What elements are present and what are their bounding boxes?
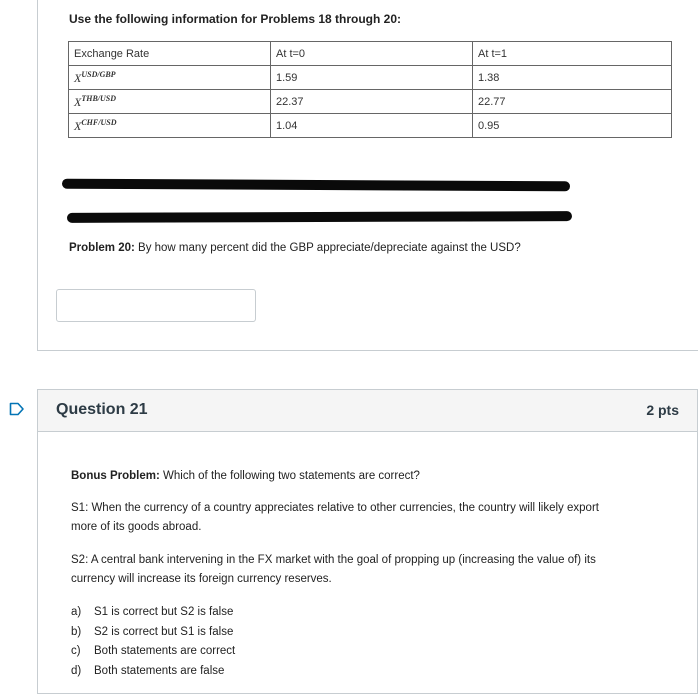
rate-t1: 22.77 xyxy=(473,90,672,114)
table-header-cell: At t=0 xyxy=(271,42,473,66)
problems-intro: Use the following information for Problems 18 through 20: xyxy=(69,12,402,26)
table-row xyxy=(69,90,672,114)
statement-s2-line: S2: A central bank intervening in the FX market with the goal of propping up (increasing the value of) its xyxy=(71,554,596,566)
problem-20-text: Problem 20: By how many percent did the GBP appreciate/depreciate against the USD? xyxy=(69,242,521,254)
statement-s1-line: more of its goods abroad. xyxy=(71,521,202,533)
answer-input[interactable] xyxy=(56,289,256,322)
question-points: 2 pts xyxy=(646,402,679,418)
rate-t0: 1.59 xyxy=(271,66,473,90)
table-header-cell: Exchange Rate xyxy=(69,42,271,66)
statement-s2 xyxy=(71,551,596,589)
statement-s2-line: currency will increase its foreign currency reserves. xyxy=(71,573,332,585)
rate-t0: 22.37 xyxy=(271,90,473,114)
question-title: Question 21 xyxy=(56,401,148,418)
bookmark-flag-icon[interactable] xyxy=(9,402,25,416)
exchange-rate-table xyxy=(68,41,672,138)
statement-s1-line: S1: When the currency of a country appreciates relative to other currencies, the country will likely export xyxy=(71,502,599,514)
rate-symbol: $X^{CHF/USD}$ xyxy=(69,114,271,138)
question-header xyxy=(37,389,698,432)
table-row xyxy=(69,66,672,90)
rate-symbol: $X^{THB/USD}$ xyxy=(69,90,271,114)
rate-t1: 0.95 xyxy=(473,114,672,138)
answer-option-d[interactable]: d) Both statements are false xyxy=(71,664,225,677)
table-header-row xyxy=(69,42,672,66)
answer-option-c[interactable]: c) Both statements are correct xyxy=(71,645,236,657)
rate-t0: 1.04 xyxy=(271,114,473,138)
table-row xyxy=(69,114,672,138)
bonus-problem-text: Bonus Problem: Which of the following two statements are correct? xyxy=(71,470,420,482)
statement-s1 xyxy=(71,499,599,537)
answer-option-a[interactable]: a) S1 is correct but S2 is false xyxy=(71,606,234,618)
rate-t1: 1.38 xyxy=(473,66,672,90)
answer-options xyxy=(71,603,235,681)
rate-symbol: $X^{USD/GBP}$ xyxy=(69,66,271,90)
redaction-bar xyxy=(67,211,572,223)
answer-option-b[interactable]: b) S2 is correct but S1 is false xyxy=(71,625,234,638)
table-header-cell: At t=1 xyxy=(473,42,672,66)
